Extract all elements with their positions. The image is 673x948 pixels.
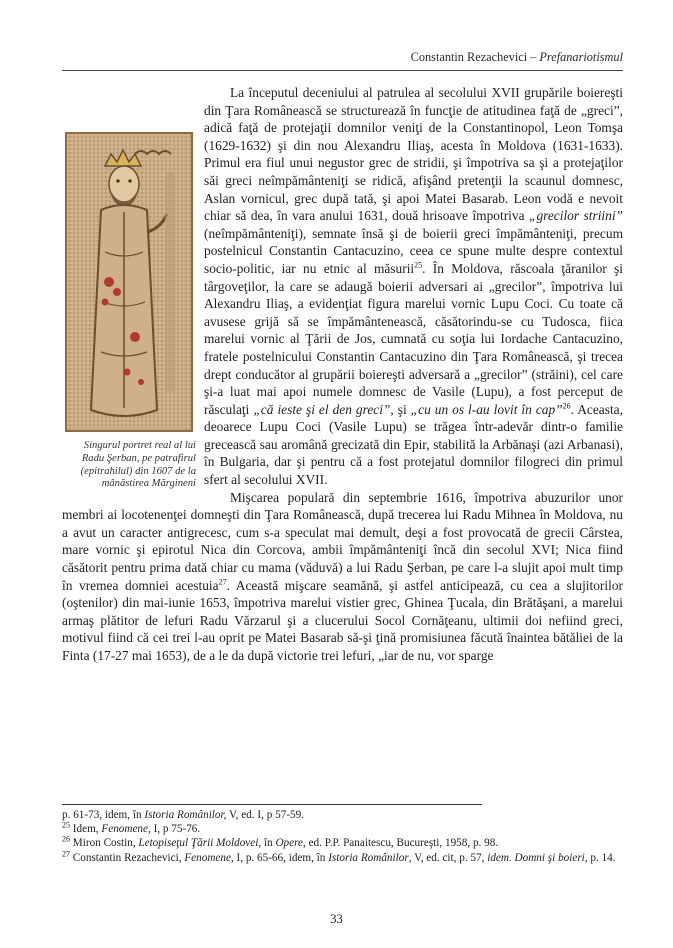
header-author: Constantin Rezachevici bbox=[410, 50, 528, 64]
p1-quote-greci: „că ieste şi el den greci” bbox=[253, 401, 391, 417]
footnote-ref-27[interactable]: 27 bbox=[218, 577, 227, 587]
fn-26-number: 26 bbox=[62, 834, 70, 844]
fn-cont-end: V, ed. I, p 57-59. bbox=[226, 809, 305, 821]
p1-text-c: (neîmpământeniţi), semnate însă şi de boierii greci împământeniţi, precum postelnicul Constantin Cantacuzino, ceea ce spune multe despre contextul socio-politic, iar nu etnic al măsurii bbox=[204, 225, 623, 276]
fn-26-text: Miron Costin, bbox=[70, 837, 139, 850]
fn-25-title: Fenomene bbox=[101, 823, 148, 836]
p2-text-a: Mişcarea populară din septembrie 1616, împotriva abuzurilor unor membri ai locotenenţei domneşti din Ţara Românească, după trecerea lui Radu Mihnea în Moldova, nu a avut un caracter antigrecesc, cum s-a speculat mai demult, deşi a fost provocată de grecii Cârstea, mare vornic şi epirotul Nica din Corcova, ambii împământeniţi încă din secolul XVI; Nica fiind căsătorit pentru prima dată chiar cu mama (văduvă) a lui Radu Şerban, pe care l-a slujit apoi mult timp în vremea domniei acestuia bbox=[62, 489, 623, 593]
fn-26-in: , în bbox=[258, 837, 276, 850]
header-separator: – bbox=[527, 50, 540, 64]
p1-text-d: . În Moldova, răscoala ţăranilor şi târgoveţilor, la care se adaugă boierii adversari ai „grecilor”, împotriva lui Alexandru Iliaş, a evidenţiat figura marelui vornic Lupu Coci. Cu toate că avusese grijă să se împământenească, căsătorindu-se cu Tudosca, fiica marelui vornic al Ţării de Jos, cumnată cu soţia lui Iordache Cantacuzino, fratele postelnicului Constantin Cantacuzino din Ţara Românească, şi trecea drept conducător al grupării boiereşti adversară a „grecilor” (străini), cel care şi-a luat mai apoi numele domnesc de Vasile (Lupu), a fost perceput de răsculaţi bbox=[204, 260, 623, 417]
fn-25-text: Idem, bbox=[70, 823, 102, 836]
p1-quote-grecilor: „grecilor striini” bbox=[529, 208, 623, 224]
p1-text-a: La începutul deceniului al patrulea al secolului XVII grupările boiereşti din Ţara Românească se structurează în funcţie de atitudinea faţă de „greci”, adică faţă de protejaţii domnilor veniţi de la Constantinopol, Leon Tomşa (1629-1632) şi din nou Alexandru Iliaş, acesta în Moldova (1631-1633). Primul era fiul unui negustor grec de stridii, şi împotriva sa şi a protejaţilor săi greci neîmpământeniţi se ridică, afişând pretenţii la scaunul domnesc, Aslan vornicul, grec după tată, şi apoi Matei Basarab. Leon vodă e nevoit chiar să dea, în vara anului 1631, două hrisoave împotriva bbox=[204, 85, 623, 224]
figure bbox=[62, 132, 196, 491]
fn-27-number: 27 bbox=[62, 848, 70, 858]
fn-26-title: Letopiseţul Ţării Moldovei bbox=[138, 837, 259, 850]
fn-25-pages: , I, p 75-76. bbox=[147, 823, 201, 836]
fn-cont-text: p. 61-73, idem, în bbox=[62, 809, 145, 821]
paragraph-2 bbox=[62, 489, 623, 665]
embroidered-portrait bbox=[65, 132, 193, 432]
fn-27-in: , I, p. 65-66, idem, în bbox=[230, 851, 329, 864]
page-number: 33 bbox=[330, 912, 343, 926]
fn-27-edcit: , V, ed. cit, p. 57, bbox=[408, 851, 488, 864]
footnote-rule bbox=[62, 804, 482, 805]
fn-27-title: Fenomene bbox=[184, 851, 231, 864]
figure-caption: Singurul portret real al lui Radu Şerban, pe patrafirul (epitrahilul) din 1607 de la mânăstirea Mărgineni bbox=[80, 440, 196, 490]
fn-26-title2: Opere bbox=[275, 837, 303, 850]
footnote-25 bbox=[62, 822, 623, 836]
fn-cont-title: Istoria Românilor, bbox=[144, 809, 227, 821]
header-rule bbox=[62, 70, 623, 71]
fn-27-pages: , p. 14. bbox=[584, 851, 616, 864]
footnotes bbox=[62, 808, 623, 865]
footnote-continued bbox=[62, 808, 623, 822]
footnote-ref-26[interactable]: 26 bbox=[562, 401, 571, 411]
fn-27-title3: idem. Domni şi boieri bbox=[487, 851, 585, 864]
fn-26-details: , ed. P.P. Panaitescu, Bucureşti, 1958, p. 98. bbox=[302, 837, 499, 850]
footnote-ref-25[interactable]: 25 bbox=[414, 260, 423, 270]
body-text bbox=[62, 84, 623, 665]
fn-27-title2: Istoria Românilor bbox=[328, 851, 409, 864]
portrait-image bbox=[65, 132, 193, 432]
footnote-27 bbox=[62, 848, 623, 865]
header-title: Prefanariotismul bbox=[539, 50, 623, 64]
running-header bbox=[411, 50, 623, 65]
footnote-26 bbox=[62, 836, 623, 850]
p1-text-f: , şi bbox=[390, 401, 411, 417]
p1-text-h: . Aceasta, deoarece Lupu Coci (Vasile Lupu) se trăgea într-adevăr dintr-o familie grecească sau aromână grecizată din Epir, stabilită la Arbănaşi (azi Arbanasi), în Bulgaria, dar şi pentru că a fost protejatul domnilor filogreci din primul sfert al secolului XVII. bbox=[204, 401, 623, 488]
fn-27-text: Constantin Rezachevici, bbox=[70, 851, 185, 864]
fn-25-number: 25 bbox=[62, 820, 70, 830]
p2-text-b: . Această mişcare seamănă, şi astfel anticipează, cu cea a slujitorilor (oştenilor) din mai-iunie 1653, împotriva marelui vistier grec, Ghinea Ţucala, din Brătăşani, a marelui armaş plătitor de lefuri Radu Vărzarul şi a clucerului Socol Cornăţeanu, ultimii doi nefiind greci, motivul fiind că cei trei l-au oprit pe Matei Basarab să-şi ţină promisiunea făcută înaintea bătăliei de la Finta (17-27 mai 1653), de a le da după victorie trei lefuri, „iar de nu, vor sparge bbox=[62, 577, 623, 663]
p1-quote-os: „cu un os l-au lovit în cap” bbox=[410, 401, 563, 417]
